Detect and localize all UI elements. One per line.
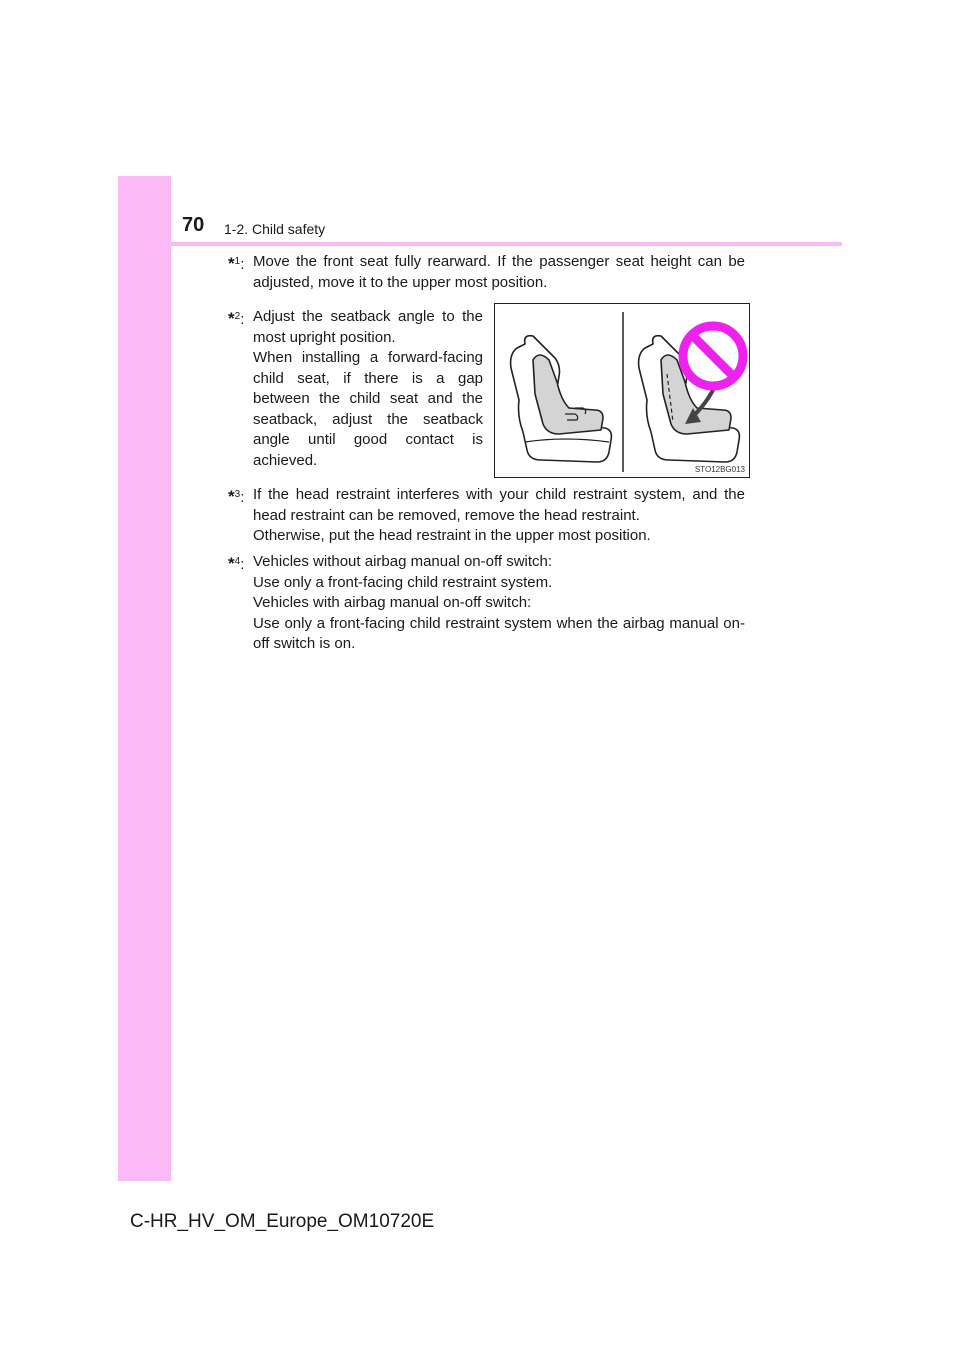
note-1: [228, 252, 745, 296]
note-paragraph: Adjust the seatback angle to the most upright position.: [253, 308, 483, 346]
note-paragraph: Use only a front-facing child restraint system.: [253, 573, 553, 591]
section-tab: [118, 176, 171, 1181]
figure-code: STO12BG013: [694, 465, 745, 474]
footer-doc-id: C-HR_HV_OM_Europe_OM10720E: [130, 1211, 435, 1232]
section-title: 1-2. Child safety: [224, 221, 326, 237]
note-marker: *$^4$:: [228, 554, 245, 573]
note-paragraph: Vehicles without airbag manual on-off switch:: [253, 553, 553, 570]
note-paragraph: Use only a front-facing child restraint system when the airbag manual on-off switch is on.: [253, 614, 745, 652]
seat-with-child-seat-icon: [511, 336, 612, 462]
note-body: [253, 307, 483, 471]
note-body: [253, 552, 745, 655]
note-marker: *$^1$:: [228, 254, 245, 273]
note-2: [228, 307, 483, 469]
note-marker: *$^2$:: [228, 309, 245, 328]
note-3: [228, 485, 745, 545]
note-paragraph: If the head restraint interferes with your child restraint system, and the head restraint can be removed, remove the head restraint.: [253, 486, 745, 524]
note-body: [253, 485, 745, 547]
note-paragraph: Vehicles with airbag manual on-off switch:: [253, 594, 532, 611]
note-paragraph: Otherwise, put the head restraint in the upper most position.: [253, 527, 651, 544]
note-paragraph: Move the front seat fully rearward. If the passenger seat height can be adjusted, move it to the upper most position.: [253, 253, 745, 291]
note-body: [253, 252, 745, 293]
note-4: [228, 552, 745, 652]
seat-figure: [494, 303, 750, 478]
seat-with-child-seat-icon: [639, 336, 740, 462]
header-rule: [118, 242, 842, 246]
prohibited-icon: [683, 326, 743, 386]
page-number: 70: [182, 214, 205, 236]
note-paragraph: When installing a forward-facing child seat, if there is a gap between the child seat and the seatback, adjust the seatback angle until good contact is achieved.: [253, 349, 483, 469]
note-marker: *$^3$:: [228, 487, 245, 506]
